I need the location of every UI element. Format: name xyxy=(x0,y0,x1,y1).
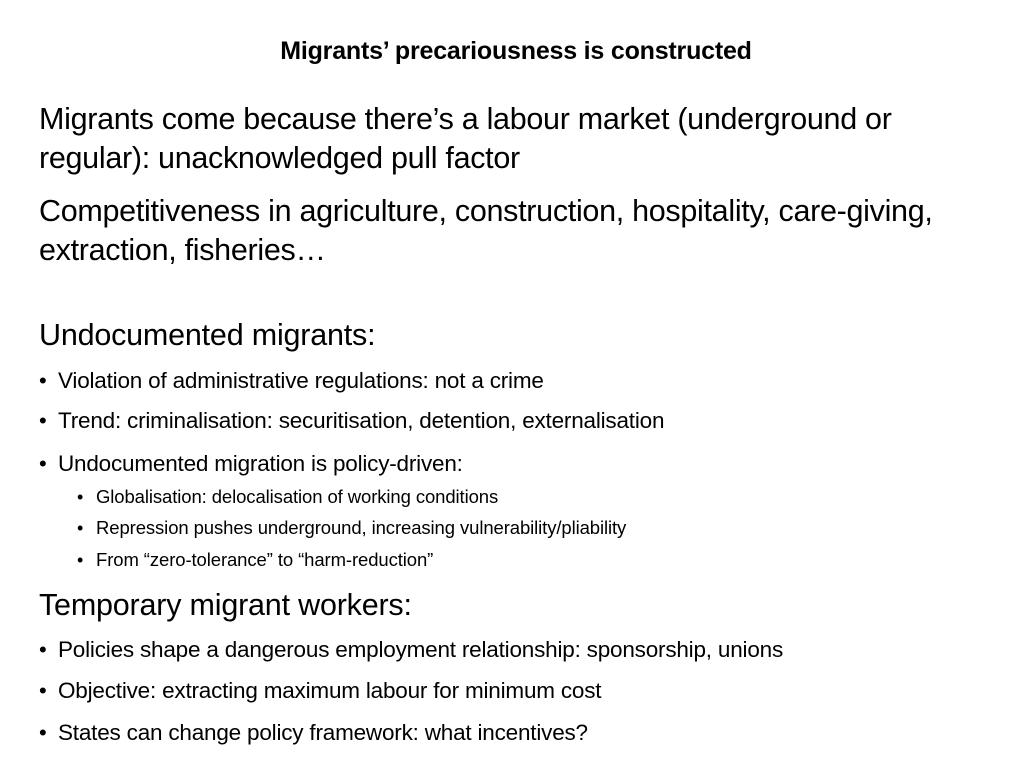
section-heading-temporary: Temporary migrant workers: xyxy=(39,588,412,622)
bullet-item xyxy=(39,676,601,706)
sub-bullet-text: Globalisation: delocalisation of working conditions xyxy=(96,486,499,507)
sub-bullet-text: Repression pushes underground, increasing vulnerability/pliability xyxy=(96,517,627,538)
sub-bullet-item xyxy=(77,484,498,510)
bullet-item xyxy=(39,718,588,748)
section-heading-undocumented: Undocumented migrants: xyxy=(39,318,376,352)
paragraph-labour-market: Migrants come because there’s a labour market (underground or regular): unacknowledged pull factor xyxy=(39,102,892,175)
bullet-text: Objective: extracting maximum labour for minimum cost xyxy=(58,678,602,703)
bullet-item xyxy=(39,449,463,479)
bullet-icon: • xyxy=(39,678,47,703)
bullet-icon: • xyxy=(77,550,84,570)
bullet-icon: • xyxy=(39,408,47,433)
bullet-icon: • xyxy=(39,368,47,393)
bullet-text: States can change policy framework: what incentives? xyxy=(58,720,588,745)
bullet-icon: • xyxy=(39,451,47,476)
bullet-icon: • xyxy=(77,487,84,507)
bullet-icon: • xyxy=(39,637,47,662)
bullet-item xyxy=(39,366,544,396)
bullet-item xyxy=(39,406,664,436)
bullet-icon: • xyxy=(39,720,47,745)
slide-title: Migrants’ precariousness is constructed xyxy=(280,37,752,65)
bullet-text: Undocumented migration is policy-driven: xyxy=(58,451,463,476)
sub-bullet-text: From “zero-tolerance” to “harm-reduction” xyxy=(96,549,434,570)
sub-bullet-item xyxy=(77,515,626,541)
bullet-text: Policies shape a dangerous employment relationship: sponsorship, unions xyxy=(58,637,783,662)
sub-bullet-item xyxy=(77,547,433,573)
paragraph-competitiveness: Competitiveness in agriculture, construction, hospitality, care-giving, extraction, fisheries… xyxy=(39,194,933,267)
bullet-item xyxy=(39,635,783,665)
bullet-icon: • xyxy=(77,518,84,538)
bullet-text: Trend: criminalisation: securitisation, detention, externalisation xyxy=(58,408,665,433)
bullet-text: Violation of administrative regulations: not a crime xyxy=(58,368,544,393)
